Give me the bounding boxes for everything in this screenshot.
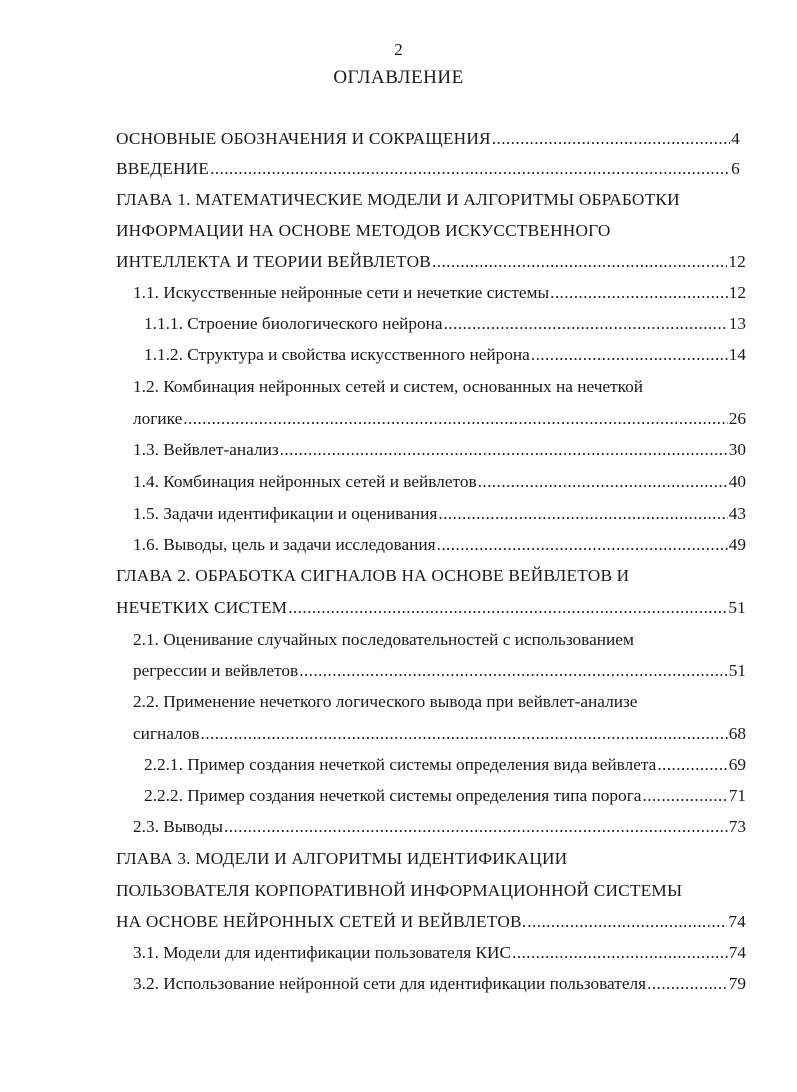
toc-entry-text: НА ОСНОВЕ НЕЙРОННЫХ СЕТЕЙ И ВЕЙВЛЕТОВ.: [116, 912, 527, 931]
toc-entry-text: 1.6. Выводы, цель и задачи исследования: [133, 535, 436, 554]
toc-subsection-2-2-1: [144, 750, 746, 780]
toc-entry-text: 1.1.1. Строение биологического нейрона: [144, 314, 443, 333]
toc-entry-page: 74: [728, 943, 746, 962]
toc-entry-page: 12: [728, 283, 746, 302]
toc-section-3-2: [133, 969, 746, 999]
toc-entry-page: 14: [728, 345, 746, 364]
toc-entry-page: 30: [728, 440, 746, 459]
toc-section-1-2-line-1: 1.2. Комбинация нейронных сетей и систем, основанных на нечеткой: [133, 377, 644, 396]
toc-entry-text: ИНТЕЛЛЕКТА И ТЕОРИИ ВЕЙВЛЕТОВ: [116, 252, 431, 271]
toc-entry-page: 51: [728, 598, 746, 617]
toc-entry-page: 68: [728, 724, 746, 743]
toc-section-3-1: [133, 938, 746, 968]
toc-title: ОГЛАВЛЕНИЕ: [333, 67, 464, 88]
toc-section-2-1: [133, 656, 746, 686]
toc-entry-page: 12: [728, 252, 746, 271]
toc-entry-text: 2.3. Выводы: [133, 817, 223, 836]
toc-entry-text: сигналов: [133, 724, 200, 743]
toc-entry-text: регрессии и вейвлетов: [133, 661, 299, 680]
toc-section-2-2: [133, 719, 746, 749]
toc-chapter-1-line-2: ИНФОРМАЦИИ НА ОСНОВЕ МЕТОДОВ ИСКУССТВЕННОГО: [116, 221, 611, 240]
toc-section-2-3: [133, 812, 746, 842]
toc-chapter-1-line-1: ГЛАВА 1. МАТЕМАТИЧЕСКИЕ МОДЕЛИ И АЛГОРИТМЫ ОБРАБОТКИ: [116, 190, 680, 209]
toc-chapter-1: [116, 247, 746, 277]
toc-entry-introduction: [116, 154, 740, 184]
toc-entry-main-notations: [116, 124, 740, 154]
toc-entry-text: ОСНОВНЫЕ ОБОЗНАЧЕНИЯ И СОКРАЩЕНИЯ: [116, 129, 491, 148]
toc-entry-text: 2.2.2. Пример создания нечеткой системы определения типа порога: [144, 786, 642, 805]
toc-entry-page: 6: [731, 159, 740, 178]
toc-entry-page: 79: [728, 974, 746, 993]
toc-section-1-4: [133, 467, 746, 497]
toc-chapter-2: [116, 593, 746, 623]
toc-entry-page: 26: [728, 409, 746, 428]
toc-section-1-5: [133, 499, 746, 529]
toc-subsection-1-1-2: [144, 340, 746, 370]
toc-subsection-1-1-1: [144, 309, 746, 339]
toc-entry-page: 74: [728, 912, 746, 931]
toc-entry-text: 1.5. Задачи идентификации и оценивания: [133, 504, 438, 523]
toc-entry-page: 4: [731, 129, 740, 148]
toc-entry-text: 2.2.1. Пример создания нечеткой системы определения вида вейвлета: [144, 755, 657, 774]
toc-entry-page: 13: [728, 314, 746, 333]
toc-entry-text: НЕЧЕТКИХ СИСТЕМ: [116, 598, 288, 617]
toc-chapter-2-line-1: ГЛАВА 2. ОБРАБОТКА СИГНАЛОВ НА ОСНОВЕ ВЕЙВЛЕТОВ И: [116, 566, 630, 585]
toc-section-1-2: [133, 404, 746, 434]
toc-entry-page: 49: [728, 535, 746, 554]
toc-section-2-1-line-1: 2.1. Оценивание случайных последовательностей с использованием: [133, 630, 634, 649]
toc-section-2-2-line-1: 2.2. Применение нечеткого логического вывода при вейвлет-анализе: [133, 692, 638, 711]
toc-entry-page: 69: [728, 755, 746, 774]
toc-chapter-3-line-2: ПОЛЬЗОВАТЕЛЯ КОРПОРАТИВНОЙ ИНФОРМАЦИОННОЙ СИСТЕМЫ: [116, 881, 683, 900]
toc-section-1-3: [133, 435, 746, 465]
toc-entry-page: 43: [728, 504, 746, 523]
toc-entry-page: 51: [728, 661, 746, 680]
toc-entry-text: логике: [133, 409, 183, 428]
toc-section-1-6: [133, 530, 746, 560]
toc-chapter-3-line-1: ГЛАВА 3. МОДЕЛИ И АЛГОРИТМЫ ИДЕНТИФИКАЦИИ: [116, 849, 568, 868]
toc-entry-text: 1.1.2. Структура и свойства искусственного нейрона: [144, 345, 530, 364]
toc-entry-page: 73: [728, 817, 746, 836]
toc-entry-text: 3.1. Модели для идентификации пользователя КИС: [133, 943, 512, 962]
toc-entry-text: 1.1. Искусственные нейронные сети и нечеткие системы: [133, 283, 550, 302]
toc-entry-text: 1.4. Комбинация нейронных сетей и вейвлетов: [133, 472, 477, 491]
toc-entry-page: 40: [728, 472, 746, 491]
toc-entry-text: 3.2. Использование нейронной сети для идентификации пользователя: [133, 974, 647, 993]
toc-subsection-2-2-2: [144, 781, 746, 811]
toc-entry-text: 1.3. Вейвлет-анализ: [133, 440, 279, 459]
page-number: 2: [394, 40, 403, 59]
toc-entry-text: ВВЕДЕНИЕ: [116, 159, 210, 178]
toc-section-1-1: [133, 278, 746, 308]
toc-chapter-3: [116, 907, 746, 937]
toc-entry-page: 71: [728, 786, 746, 805]
